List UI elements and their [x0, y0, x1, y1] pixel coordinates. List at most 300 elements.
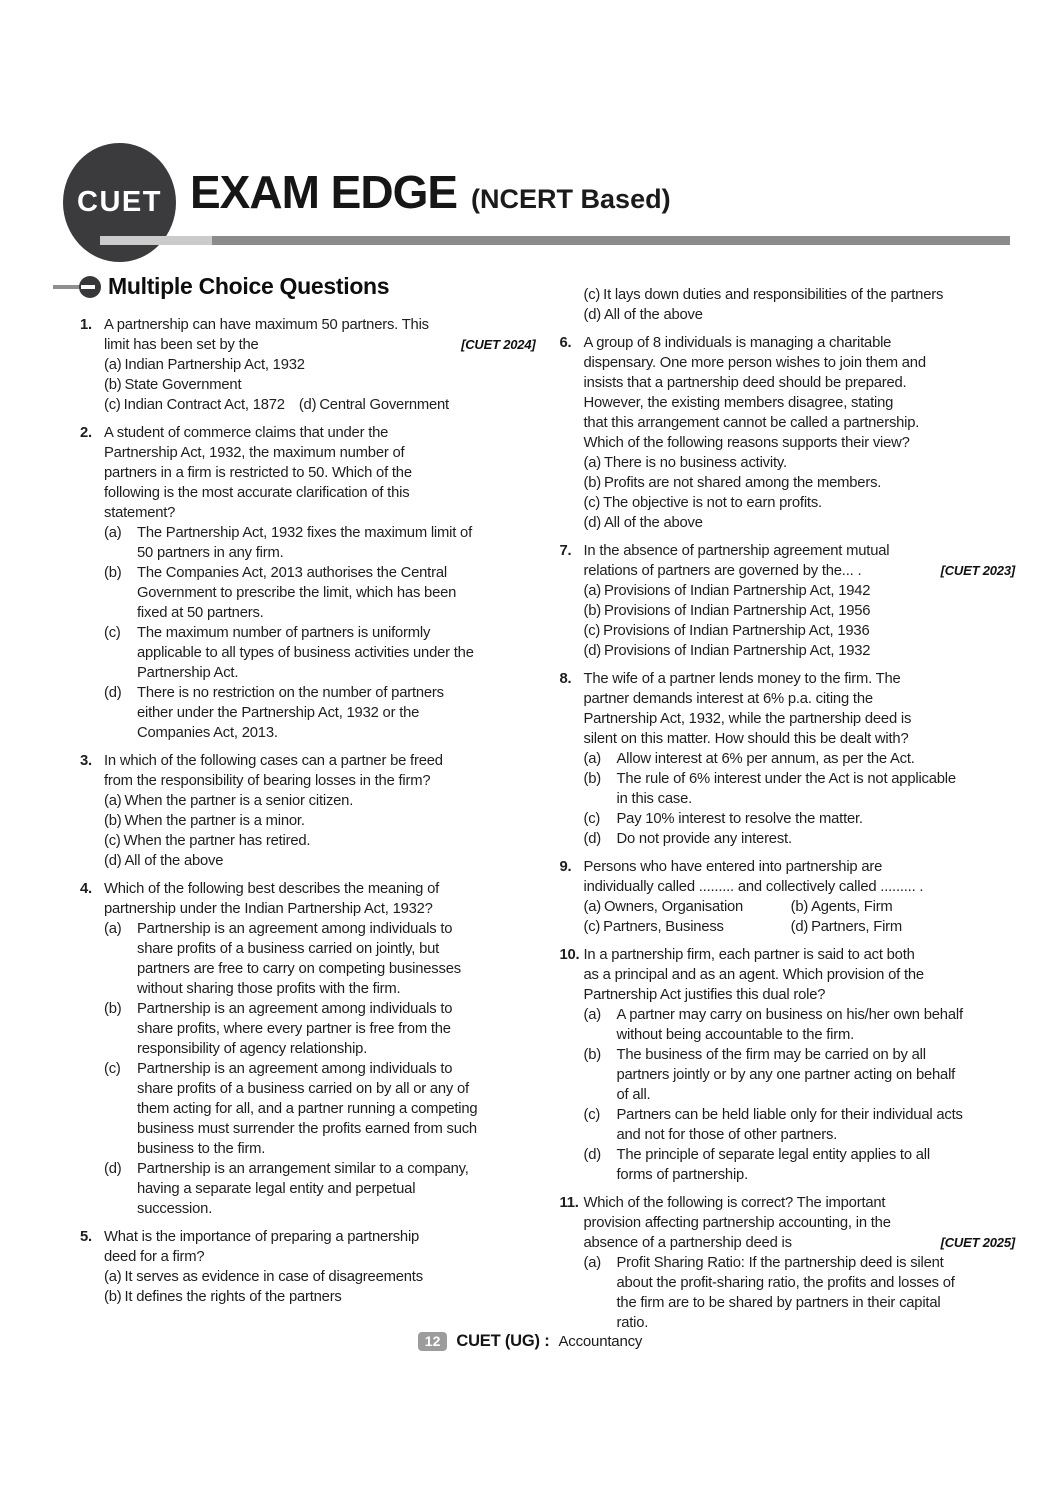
question-block: [560, 285, 1016, 325]
option-label: (b): [583, 475, 601, 491]
header-rule-dark: [212, 236, 1010, 245]
question-body: [104, 879, 536, 1219]
question-stem-line: [584, 965, 1016, 985]
question-stem-line: [584, 333, 1016, 353]
question-stem-line: [584, 561, 1016, 581]
option-text: [124, 1267, 422, 1287]
question-number: 11.: [559, 1195, 579, 1211]
option: [584, 749, 915, 769]
option-row: [104, 811, 536, 831]
header-rule-light: [100, 236, 212, 245]
option-text: [124, 375, 241, 395]
question-stem-line: [584, 373, 1016, 393]
option: [299, 395, 449, 415]
question-stem-text: The wife of a partner lends money to the firm. The: [583, 671, 901, 687]
option-text-line: Agents, Firm: [811, 899, 893, 915]
option-text-line: without being accountable to the firm.: [616, 1027, 855, 1043]
option-row: [584, 897, 1016, 917]
exam-year-tag: [CUET 2025]: [940, 1235, 1015, 1250]
question-stem-line: [584, 709, 1016, 729]
option-text: [604, 897, 743, 917]
question-stem-text: silent on this matter. How should this be dealt with?: [583, 731, 909, 747]
option-text-line: Government to prescribe the limit, which has been: [137, 585, 457, 601]
option-label: (c): [583, 623, 601, 639]
option-text: [811, 917, 902, 937]
question-stem-text: as a principal and as an agent. Which provision of the: [583, 967, 924, 983]
option-text-line: partners jointly or by any one partner acting on behalf: [616, 1067, 956, 1083]
option-text: [124, 811, 304, 831]
option-text: [603, 285, 943, 305]
option-label: (b): [104, 813, 122, 829]
question-stem-text: In a partnership firm, each partner is said to act both: [583, 947, 915, 963]
option: [104, 811, 305, 831]
option-text-line: The Partnership Act, 1932 fixes the maximum limit of: [137, 525, 473, 541]
option: [104, 623, 474, 683]
option-text: [617, 769, 956, 809]
option-label: (d): [583, 1147, 601, 1163]
option-label: (b): [583, 603, 601, 619]
question-number: 1.: [80, 317, 92, 333]
option-label: (a): [104, 1269, 122, 1285]
option-label: (b): [104, 565, 122, 581]
option-text: [617, 749, 915, 769]
cuet-logo-text: CUET: [77, 186, 162, 218]
option-text: [604, 473, 881, 493]
option-label: (d): [104, 1161, 122, 1177]
option-text-line: Pay 10% interest to resolve the matter.: [616, 811, 863, 827]
option-text: [124, 395, 285, 415]
option-row: [584, 473, 1016, 493]
option-text-line: Partners, Firm: [811, 919, 903, 935]
question-stem-text: insists that a partnership deed should be prepared.: [583, 375, 907, 391]
option-row: [584, 1005, 1016, 1045]
option-text-line: share profits of a business carried on by all or any of: [137, 1081, 469, 1097]
option-row: [584, 641, 1016, 661]
question-stem-line: [584, 1193, 1016, 1213]
option-text-line: share profits, where every partner is free from the: [137, 1021, 451, 1037]
option: [584, 1005, 963, 1045]
option-text-line: succession.: [137, 1201, 213, 1217]
question-number: 10.: [559, 947, 580, 963]
option-text-line: Profit Sharing Ratio: If the partnership deed is silent: [616, 1255, 944, 1271]
question-stem-line: [104, 443, 536, 463]
option-row: [584, 493, 1016, 513]
option-text-line: Provisions of Indian Partnership Act, 1956: [603, 603, 871, 619]
option-text-line: When the partner is a senior citizen.: [124, 793, 354, 809]
question-stem-line: [584, 433, 1016, 453]
question-stem-line: [584, 353, 1016, 373]
question-stem-line: [104, 315, 536, 335]
option-text: [124, 851, 223, 871]
option: [584, 473, 882, 493]
question-stem-line: [104, 423, 536, 443]
option-text-line: The objective is not to earn profits.: [603, 495, 822, 511]
question-stem-text: In which of the following cases can a partner be freed: [104, 753, 443, 769]
option-text: [604, 513, 703, 533]
exam-year-tag: [CUET 2024]: [461, 337, 536, 352]
question-stem-text: What is the importance of preparing a partnership: [104, 1229, 420, 1245]
question-body: [584, 945, 1016, 1185]
option: [791, 917, 1015, 937]
option-label: (d): [583, 515, 601, 531]
option-text: [124, 831, 311, 851]
question-stem-line: [104, 483, 536, 503]
question-block: [560, 333, 1016, 533]
option: [104, 999, 452, 1059]
option-label: (a): [583, 899, 601, 915]
question-body: [584, 669, 1016, 849]
question-body: [584, 541, 1016, 661]
question-number: 6.: [559, 335, 572, 351]
option-text: [603, 621, 869, 641]
question-stem-text: Persons who have entered into partnership are: [583, 859, 883, 875]
option-text: [604, 453, 787, 473]
option-label: (b): [583, 1047, 601, 1063]
option-row: [104, 999, 536, 1059]
section-heading: [53, 273, 389, 300]
option-text-line: of all.: [616, 1087, 651, 1103]
option-text-line: in this case.: [616, 791, 693, 807]
option: [104, 375, 241, 395]
left-column: [80, 285, 536, 1341]
option-label: (d): [104, 685, 122, 701]
option-label: (d): [298, 397, 317, 413]
option: [104, 831, 310, 851]
option-text: [137, 683, 444, 743]
option: [584, 305, 703, 325]
option-row: [584, 513, 1016, 533]
option-row: [584, 769, 1016, 809]
question-number: 8.: [559, 671, 572, 687]
option-text-line: The rule of 6% interest under the Act is not applicable: [616, 771, 956, 787]
option-label: (c): [583, 811, 601, 827]
option-row: [584, 581, 1016, 601]
option-text-line: Indian Partnership Act, 1932: [124, 357, 305, 373]
question-number: 9.: [559, 859, 572, 875]
option-row: [584, 621, 1016, 641]
option-row: [104, 395, 536, 415]
question-body: [584, 333, 1016, 533]
option-text-line: Owners, Organisation: [603, 899, 744, 915]
question-stem-text: absence of a partnership deed is: [583, 1235, 792, 1251]
option: [791, 897, 1015, 917]
option-text-line: A partner may carry on business on his/her own behalf: [616, 1007, 963, 1023]
option-text-line: Allow interest at 6% per annum, as per the Act.: [616, 751, 915, 767]
option: [104, 683, 444, 743]
question-stem-line: [584, 877, 1016, 897]
option-text: [617, 829, 792, 849]
option: [104, 919, 461, 999]
option-text: [604, 641, 870, 661]
option-label: (a): [104, 357, 122, 373]
option-text-line: State Government: [124, 377, 242, 393]
question-stem-text: deed for a firm?: [104, 1249, 205, 1265]
option-text-line: share profits of a business carried on jointly, but: [137, 941, 440, 957]
option-text-line: about the profit-sharing ratio, the profits and losses of: [616, 1275, 955, 1291]
option-label: (c): [104, 625, 121, 641]
question-stem-text: A student of commerce claims that under the: [104, 425, 389, 441]
option: [104, 395, 285, 415]
question-stem-line: [104, 503, 536, 523]
option-text-line: business must surrender the profits earned from such: [137, 1121, 477, 1137]
option: [584, 453, 787, 473]
option-label: (c): [104, 397, 121, 413]
option-text: [617, 809, 863, 829]
option-row: [104, 1159, 536, 1219]
option-row: [584, 453, 1016, 473]
question-number: 2.: [80, 425, 92, 441]
option-text-line: Profits are not shared among the members.: [603, 475, 882, 491]
option-text-line: without sharing those profits with the firm.: [137, 981, 401, 997]
option-text: [137, 523, 472, 563]
question-stem-line: [104, 335, 536, 355]
option-text-line: The business of the firm may be carried on by all: [616, 1047, 926, 1063]
option-text-line: Partnership is an agreement among individuals to: [137, 921, 453, 937]
question-block: [560, 669, 1016, 849]
option-label: (c): [583, 287, 601, 303]
option: [584, 641, 871, 661]
question-stem-line: [584, 689, 1016, 709]
question-stem-line: [104, 1247, 536, 1267]
option-text: [604, 581, 870, 601]
option: [104, 1287, 342, 1307]
option-label: (a): [104, 793, 122, 809]
subject-label: Accountancy: [558, 1333, 643, 1350]
question-stem-line: [584, 669, 1016, 689]
option-label: (d): [583, 307, 601, 323]
option: [584, 769, 956, 809]
question-stem-line: [584, 857, 1016, 877]
right-column: [560, 285, 1016, 1341]
option: [584, 809, 863, 829]
option: [584, 601, 871, 621]
question-stem-line: [584, 729, 1016, 749]
option-text-line: All of the above: [603, 307, 703, 323]
option-text-line: business to the firm.: [137, 1141, 266, 1157]
section-title: Multiple Choice Questions: [108, 273, 390, 299]
question-body: [584, 1193, 1016, 1333]
option: [104, 791, 353, 811]
question-stem-line: [104, 751, 536, 771]
question-stem-line: [584, 945, 1016, 965]
option-label: (a): [104, 525, 122, 541]
option-text-line: applicable to all types of business activities under the: [137, 645, 474, 661]
option-text-line: Central Government: [319, 397, 449, 413]
question-number: 7.: [559, 543, 572, 559]
option-text-line: All of the above: [124, 853, 224, 869]
option-text: [137, 919, 461, 999]
question-block: [80, 423, 536, 743]
option-label: (d): [583, 831, 601, 847]
option-text-line: Provisions of Indian Partnership Act, 1932: [603, 643, 871, 659]
option: [104, 1059, 477, 1159]
option: [584, 513, 703, 533]
option-text-line: All of the above: [603, 515, 703, 531]
question-stem-text: statement?: [104, 505, 176, 521]
option-row: [584, 1105, 1016, 1145]
question-stem-text: Partnership Act justifies this dual role?: [583, 987, 826, 1003]
option-row: [584, 1045, 1016, 1105]
option-text: [604, 601, 870, 621]
option-text-line: the firm are to be shared by partners in their capital: [616, 1295, 941, 1311]
option-text: [137, 623, 474, 683]
question-body: [104, 315, 536, 415]
question-number: [560, 285, 584, 325]
option-label: (d): [583, 643, 601, 659]
question-stem-line: [584, 1213, 1016, 1233]
option: [104, 1267, 423, 1287]
question-stem-text: A partnership can have maximum 50 partners. This: [104, 317, 429, 333]
option-row: [104, 851, 536, 871]
question-body: [104, 1227, 536, 1307]
option-text-line: When the partner has retired.: [123, 833, 311, 849]
question-stem-line: [104, 771, 536, 791]
option-row: [104, 1267, 536, 1287]
option: [584, 1253, 955, 1333]
option-label: (b): [790, 899, 809, 915]
option: [104, 563, 456, 623]
option-text-line: Partnership Act.: [137, 665, 239, 681]
option-label: (c): [583, 1107, 601, 1123]
question-number: 4.: [80, 881, 92, 897]
option-row: [584, 749, 1016, 769]
question-stem-line: [584, 541, 1016, 561]
question-block: [560, 1193, 1016, 1333]
header-title-row: [190, 165, 671, 219]
option-label: (a): [583, 583, 601, 599]
exam-edge-title: EXAM EDGE: [190, 166, 458, 218]
option-text: [617, 1105, 963, 1145]
question-body: [584, 857, 1016, 937]
option-text-line: Partners can be held liable only for their individual acts: [616, 1107, 963, 1123]
option-label: (d): [104, 853, 122, 869]
option-text: [124, 1287, 341, 1307]
option-text: [811, 897, 892, 917]
option: [584, 897, 791, 917]
option-label: (a): [583, 1255, 601, 1271]
option-row: [584, 829, 1016, 849]
option-label: (b): [583, 771, 601, 787]
question-stem-text: Which of the following is correct? The important: [583, 1195, 886, 1211]
option-row: [584, 1253, 1016, 1333]
option-label: (b): [104, 1289, 122, 1305]
option-text-line: Partnership is an arrangement similar to a company,: [137, 1161, 469, 1177]
option-label: (a): [583, 455, 601, 471]
question-stem-text: provision affecting partnership accounting, in the: [583, 1215, 891, 1231]
option-text-line: Indian Contract Act, 1872: [123, 397, 285, 413]
question-block: [80, 879, 536, 1219]
option-text-line: There is no restriction on the number of partners: [137, 685, 444, 701]
option-text-line: The Companies Act, 2013 authorises the Central: [137, 565, 447, 581]
option-text-line: forms of partnership.: [616, 1167, 748, 1183]
option-row: [584, 601, 1016, 621]
option-row: [104, 563, 536, 623]
option: [584, 1045, 956, 1105]
option-text-line: responsibility of agency relationship.: [137, 1041, 368, 1057]
question-stem-text: partner demands interest at 6% p.a. citing the: [583, 691, 873, 707]
option-text-line: Provisions of Indian Partnership Act, 1936: [603, 623, 870, 639]
option-text-line: The principle of separate legal entity applies to all: [616, 1147, 930, 1163]
option-row: [104, 523, 536, 563]
option-row: [104, 355, 536, 375]
question-stem-text: dispensary. One more person wishes to join them and: [583, 355, 926, 371]
option-text-line: fixed at 50 partners.: [137, 605, 264, 621]
option-label: (c): [583, 919, 601, 935]
option: [584, 581, 871, 601]
option-label: (c): [104, 833, 121, 849]
option-text-line: ratio.: [616, 1315, 649, 1331]
question-stem-line: [104, 1227, 536, 1247]
option-label: (a): [583, 751, 601, 767]
option-text: [603, 493, 822, 513]
book-title: CUET (UG) :: [456, 1332, 550, 1350]
question-stem-text: from the responsibility of bearing losses in the firm?: [104, 773, 431, 789]
option-label: (b): [104, 1001, 122, 1017]
option-text: [617, 1005, 963, 1045]
heading-bullet-icon: [79, 276, 101, 298]
question-block: [560, 857, 1016, 937]
question-block: [80, 751, 536, 871]
option: [584, 917, 791, 937]
option-text-line: them acting for all, and a partner running a competing: [137, 1101, 478, 1117]
option-row: [584, 1145, 1016, 1185]
question-body: [104, 423, 536, 743]
option-text: [617, 1145, 930, 1185]
option-text-line: Companies Act, 2013.: [137, 725, 278, 741]
option-row: [584, 809, 1016, 829]
question-stem-text: Partnership Act, 1932, while the partnership deed is: [583, 711, 912, 727]
option-text-line: 50 partners in any firm.: [137, 545, 284, 561]
question-block: [560, 945, 1016, 1185]
option-row: [584, 917, 1016, 937]
option-text-line: It serves as evidence in case of disagreements: [124, 1269, 423, 1285]
option-text-line: and not for those of other partners.: [616, 1127, 838, 1143]
option-row: [104, 375, 536, 395]
option: [584, 829, 792, 849]
option-text: [319, 395, 449, 415]
option-label: (a): [104, 921, 122, 937]
question-stem-line: [104, 463, 536, 483]
option-label: (d): [790, 919, 809, 935]
question-stem-line: [584, 393, 1016, 413]
question-stem-text: that this arrangement cannot be called a partnership.: [583, 415, 920, 431]
option: [104, 523, 472, 563]
option-text-line: When the partner is a minor.: [124, 813, 305, 829]
option-row: [584, 305, 1016, 325]
option-text: [124, 355, 304, 375]
question-block: [80, 1227, 536, 1307]
option-text: [604, 305, 703, 325]
option-text-line: Partnership is an agreement among individuals to: [137, 1001, 453, 1017]
question-stem-text: A group of 8 individuals is managing a charitable: [583, 335, 892, 351]
question-number: 5.: [80, 1229, 92, 1245]
option-text: [603, 917, 724, 937]
page-number-badge: 12: [418, 1332, 448, 1351]
option-text: [617, 1045, 956, 1105]
option: [104, 851, 223, 871]
option-text-line: Provisions of Indian Partnership Act, 1942: [603, 583, 871, 599]
option-row: [104, 1059, 536, 1159]
option-label: (c): [104, 1061, 121, 1077]
option-row: [104, 831, 536, 851]
option-row: [104, 791, 536, 811]
book-header: [63, 143, 1010, 268]
option: [584, 285, 944, 305]
option-label: (c): [583, 495, 601, 511]
option-text-line: Partners, Business: [603, 919, 724, 935]
question-stem-line: [104, 899, 536, 919]
option-text-line: Do not provide any interest.: [616, 831, 792, 847]
